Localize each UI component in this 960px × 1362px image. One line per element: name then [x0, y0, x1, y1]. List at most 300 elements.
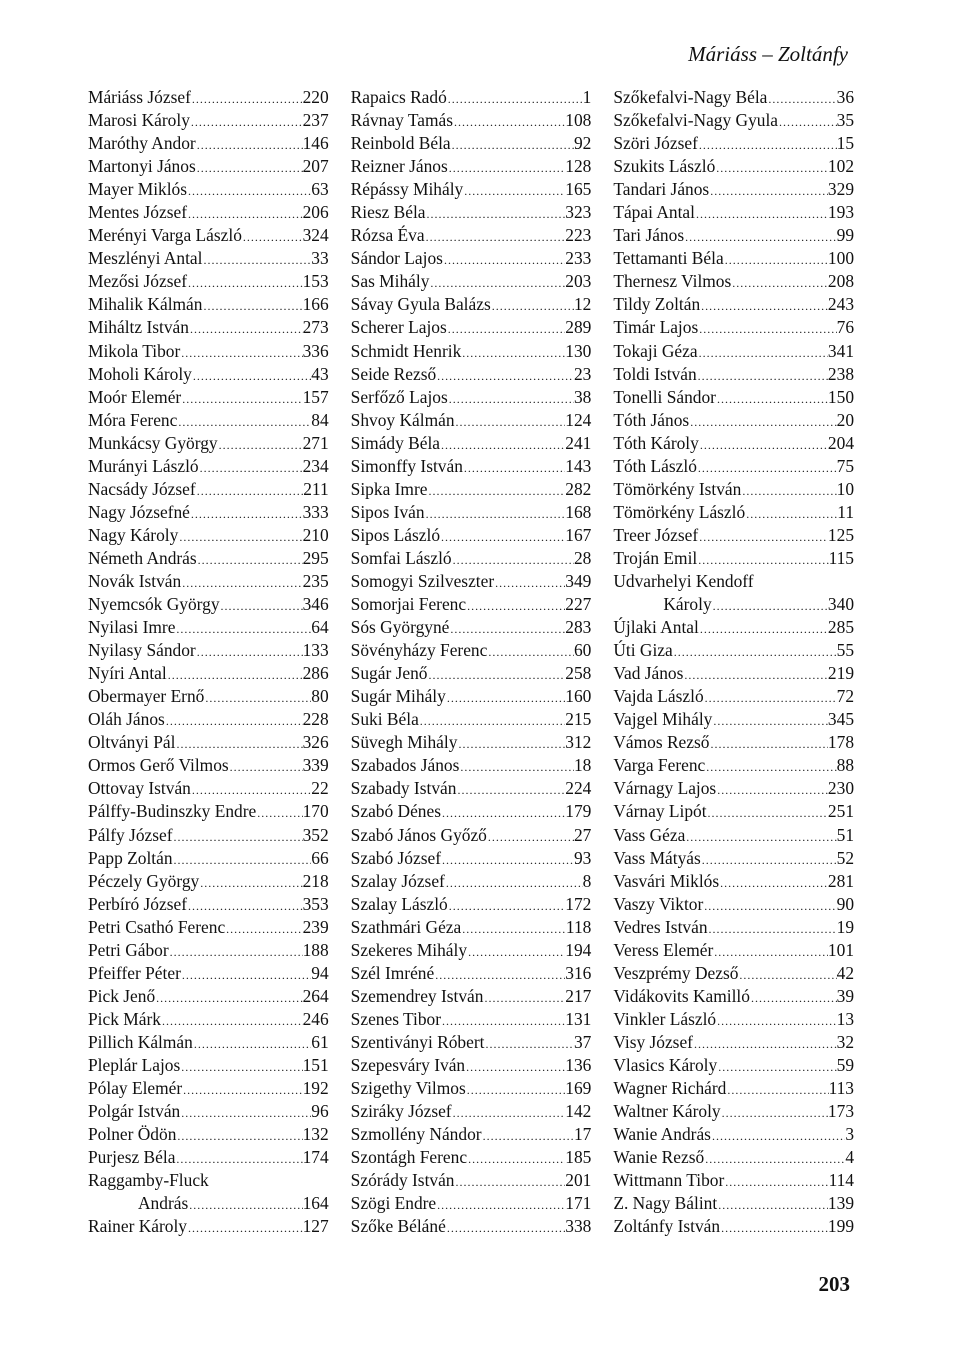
entry-name: Meszlényi Antal [88, 248, 203, 269]
dot-leader [175, 1148, 302, 1171]
entry-name: Sipos László [350, 524, 441, 545]
entry-name-continuation: Károly [663, 594, 712, 615]
entry-name: Novák István [88, 570, 182, 591]
index-entry [351, 293, 592, 316]
entry-name: Vámos Rezső [613, 732, 710, 753]
index-entry [351, 800, 592, 823]
entry-name: Vedres István [613, 916, 708, 937]
dot-leader [169, 941, 303, 964]
index-entry [613, 1031, 854, 1054]
dot-leader [717, 1194, 828, 1217]
entry-name: Tildy Zoltán [613, 294, 701, 315]
index-entry [351, 893, 592, 916]
index-entry [88, 86, 329, 109]
index-entry [88, 824, 329, 847]
entry-name: Szentiványi Róbert [350, 1031, 485, 1052]
index-entry [88, 570, 329, 593]
index-entry [88, 363, 329, 386]
entry-name: Pick Márk [88, 1008, 161, 1029]
index-entry [613, 86, 854, 109]
entry-page: 193 [827, 202, 855, 223]
dot-leader [440, 526, 565, 549]
dot-leader [161, 1010, 303, 1033]
entry-name: Rapaics Radó [350, 87, 447, 107]
index-entry [88, 1123, 329, 1146]
index-entry [613, 340, 854, 363]
dot-leader [713, 941, 828, 964]
index-entry [88, 524, 329, 547]
entry-name: Szepesváry Iván [350, 1054, 466, 1075]
entry-name: Somogyi Szilveszter [350, 570, 495, 591]
entry-page: 15 [836, 133, 855, 154]
index-entry [88, 386, 329, 409]
index-entry [351, 916, 592, 939]
entry-page: 8 [582, 870, 592, 891]
entry-name: Szabados János [350, 755, 460, 776]
entry-page: 238 [827, 363, 855, 384]
index-entry [613, 501, 854, 524]
index-entry [88, 547, 329, 570]
entry-page: 246 [302, 1008, 329, 1029]
entry-name: Sziráky József [350, 1101, 452, 1122]
index-entry [613, 293, 854, 316]
entry-page: 285 [827, 617, 855, 638]
index-entry [88, 1008, 329, 1031]
entry-page: 283 [565, 617, 592, 638]
entry-name: Pillich Kálmán [88, 1031, 193, 1052]
entry-page: 115 [828, 547, 855, 568]
index-column-1 [88, 86, 329, 1238]
entry-name: Vaszy Viktor [613, 893, 704, 914]
entry-name: Nacsády József [88, 478, 196, 499]
index-entry [351, 1008, 592, 1031]
entry-page: 88 [836, 755, 855, 776]
entry-name: Wanie Rezső [613, 1147, 705, 1168]
entry-name: Sándor Lajos [350, 248, 443, 269]
dot-leader [178, 526, 302, 549]
entry-name: Zoltánfy István [613, 1216, 721, 1237]
entry-page: 223 [565, 225, 592, 246]
index-entry [351, 109, 592, 132]
entry-name: Mezősi József [88, 271, 188, 292]
entry-name: Somfai László [350, 547, 452, 568]
entry-name: Wagner Richárd [613, 1078, 727, 1099]
index-entry [613, 570, 854, 593]
entry-page: 349 [565, 570, 592, 591]
index-entry [613, 985, 854, 1008]
index-entry [88, 916, 329, 939]
entry-name: Sugár Mihály [350, 686, 446, 707]
index-entry [88, 800, 329, 823]
index-entry [613, 386, 854, 409]
index-entry [351, 432, 592, 455]
entry-page: 92 [573, 133, 592, 154]
entry-name: Pick Jenő [88, 985, 156, 1006]
dot-leader [673, 641, 837, 664]
entry-page: 220 [302, 87, 329, 107]
entry-name: Tóth Károly [613, 432, 699, 453]
entry-page: 43 [311, 363, 329, 384]
dot-leader [441, 802, 565, 825]
dot-leader [180, 1102, 311, 1125]
index-entry [351, 824, 592, 847]
dot-leader [463, 457, 565, 480]
entry-page: 11 [837, 501, 855, 522]
index-entry [88, 178, 329, 201]
index-entry [613, 893, 854, 916]
dot-leader [701, 849, 837, 872]
entry-page: 201 [565, 1170, 592, 1191]
entry-name: Tokaji Géza [613, 340, 698, 361]
page-number: 203 [818, 1272, 850, 1296]
dot-leader [467, 941, 565, 964]
index-entry [88, 247, 329, 270]
entry-page: 341 [827, 340, 855, 361]
dot-leader [716, 779, 828, 802]
entry-page: 136 [565, 1054, 592, 1075]
index-entry [351, 1146, 592, 1169]
index-entry [88, 1077, 329, 1100]
entry-name: Obermayer Ernő [88, 686, 205, 707]
dot-leader [455, 1171, 566, 1194]
entry-name: Sipka Imre [350, 478, 428, 499]
entry-name: Nyemcsók György [88, 594, 220, 615]
dot-leader [199, 457, 303, 480]
index-entry-continuation [88, 1192, 329, 1215]
entry-name: Raggamby-Fluck [88, 1170, 209, 1191]
dot-leader [452, 549, 574, 572]
entry-page: 207 [302, 156, 329, 177]
index-entry [351, 685, 592, 708]
index-entry [88, 132, 329, 155]
entry-page: 345 [827, 709, 855, 730]
entry-name: Perbíró József [88, 893, 188, 914]
entry-name: Szontágh Ferenc [350, 1147, 468, 1168]
dot-leader [427, 664, 565, 687]
entry-name: Szőkefalvi-Nagy Béla [613, 87, 768, 107]
dot-leader [441, 1010, 565, 1033]
index-entry [351, 363, 592, 386]
entry-page: 33 [311, 248, 329, 269]
entry-name: Toldi István [613, 363, 697, 384]
entry-page: 157 [302, 386, 329, 407]
dot-leader [698, 134, 837, 157]
index-entry [613, 432, 854, 455]
entry-name: Szabady István [350, 778, 457, 799]
index-entry [351, 593, 592, 616]
entry-name: Vinkler László [613, 1008, 717, 1029]
entry-page: 59 [836, 1054, 855, 1075]
entry-page: 174 [302, 1147, 329, 1168]
entry-name: Újlaki Antal [613, 617, 699, 638]
entry-page: 188 [302, 939, 329, 960]
dot-leader [491, 295, 574, 318]
entry-name: Varga Ferenc [613, 755, 706, 776]
entry-page: 99 [836, 225, 855, 246]
entry-page: 346 [302, 594, 329, 615]
entry-page: 219 [827, 663, 855, 684]
dot-leader [731, 272, 828, 295]
index-entry [351, 1077, 592, 1100]
entry-name: Tandari János [613, 179, 710, 200]
index-entry [88, 870, 329, 893]
entry-name: Sávay Gyula Balázs [350, 294, 491, 315]
dot-leader [452, 1102, 566, 1125]
dot-leader [448, 157, 566, 180]
entry-page: 333 [302, 501, 329, 522]
entry-page: 243 [827, 294, 855, 315]
index-entry [88, 1146, 329, 1169]
index-entry [613, 708, 854, 731]
entry-page: 168 [565, 501, 592, 522]
index-column-3 [613, 86, 854, 1238]
entry-name: Szőkefalvi-Nagy Gyula [613, 110, 779, 131]
index-entry [351, 847, 592, 870]
entry-name: Szalay József [350, 870, 445, 891]
dot-leader [436, 365, 574, 388]
entry-name: Nyilasi Imre [88, 617, 176, 638]
entry-name: Rózsa Éva [350, 225, 425, 246]
entry-name: Máriáss József [88, 87, 191, 107]
index-entry [88, 708, 329, 731]
entry-name: Nyilasy Sándor [88, 640, 196, 661]
dot-leader [180, 1056, 302, 1079]
entry-page: 94 [311, 962, 329, 983]
dot-leader [202, 295, 302, 318]
index-entry [88, 478, 329, 501]
index-entry [613, 662, 854, 685]
dot-leader [175, 733, 302, 756]
entry-page: 100 [827, 248, 855, 269]
entry-name: Simonffy István [350, 455, 463, 476]
index-entry [351, 132, 592, 155]
entry-name: Tömörkény István [613, 478, 742, 499]
index-entry [613, 155, 854, 178]
entry-page: 42 [836, 962, 855, 983]
dot-leader [700, 295, 828, 318]
entry-name: Timár Lajos [613, 317, 699, 338]
dot-leader [440, 434, 565, 457]
dot-leader [447, 318, 565, 341]
entry-page: 20 [836, 409, 855, 430]
entry-page: 27 [573, 824, 592, 845]
dot-leader [698, 526, 828, 549]
dot-leader [173, 849, 312, 872]
dot-leader [181, 964, 311, 987]
index-entry [613, 824, 854, 847]
dot-leader [717, 1056, 836, 1079]
dot-leader [715, 157, 828, 180]
dot-leader [716, 388, 828, 411]
entry-name: Vajda László [613, 686, 704, 707]
entry-name: Reizner János [350, 156, 448, 177]
entry-page: 146 [302, 133, 329, 154]
entry-name: Szekeres Mihály [350, 939, 468, 960]
entry-name: Vass Géza [613, 824, 686, 845]
dot-leader [187, 180, 311, 203]
entry-name: Sipos Iván [350, 501, 425, 522]
entry-name: Scherer Lajos [350, 317, 447, 338]
dot-leader [177, 411, 311, 434]
entry-name: Moholi Károly [88, 363, 192, 384]
index-entry [351, 409, 592, 432]
index-entry [613, 547, 854, 570]
index-entry [613, 685, 854, 708]
index-entry [88, 1054, 329, 1077]
index-entry [613, 316, 854, 339]
entry-name: Udvarhelyi Kendoff [613, 570, 754, 591]
entry-name: Szél Imréné [350, 962, 435, 983]
dot-leader [165, 710, 303, 733]
index-entry [88, 662, 329, 685]
index-entry [88, 1215, 329, 1238]
entry-page: 76 [836, 317, 855, 338]
index-entry [613, 1008, 854, 1031]
index-entry [351, 1031, 592, 1054]
index-entry [351, 1123, 592, 1146]
entry-name: Szőke Béláné [350, 1216, 446, 1237]
entry-page: 37 [573, 1031, 592, 1052]
entry-name: Szalay László [350, 893, 448, 914]
entry-name: Munkácsy György [88, 432, 218, 453]
index-entry [351, 547, 592, 570]
entry-page: 12 [573, 294, 592, 315]
entry-page: 211 [303, 478, 329, 499]
entry-page: 228 [302, 709, 329, 730]
dot-leader [461, 918, 566, 941]
entry-page: 170 [302, 801, 329, 822]
entry-page: 90 [836, 893, 855, 914]
dot-leader [738, 964, 836, 987]
index-entry [88, 639, 329, 662]
dot-leader [721, 1102, 828, 1125]
dot-leader [182, 1079, 302, 1102]
entry-page: 339 [302, 755, 329, 776]
dot-leader [155, 987, 302, 1010]
index-entry [88, 939, 329, 962]
entry-name: Murányi László [88, 455, 199, 476]
index-entry [88, 685, 329, 708]
index-entry [613, 270, 854, 293]
dot-leader [225, 918, 302, 941]
index-entry [351, 708, 592, 731]
entry-page: 142 [565, 1101, 592, 1122]
entry-page: 60 [573, 640, 592, 661]
entry-page: 185 [565, 1147, 592, 1168]
entry-name: Suki Béla [350, 709, 419, 730]
dot-leader [448, 388, 574, 411]
index-entry [88, 409, 329, 432]
entry-name: Wittmann Tibor [613, 1170, 725, 1191]
entry-name-continuation: András [138, 1193, 189, 1214]
entry-page: 169 [565, 1078, 592, 1099]
entry-name: Marosi Károly [88, 110, 190, 131]
entry-page: 101 [827, 939, 855, 960]
entry-name: Polgár István [88, 1101, 181, 1122]
dot-leader [684, 226, 837, 249]
dot-leader [443, 249, 565, 272]
entry-page: 35 [836, 110, 855, 131]
entry-name: Tömörkény László [613, 501, 746, 522]
entry-name: Vlasics Károly [613, 1054, 718, 1075]
entry-page: 237 [302, 110, 329, 131]
dot-leader [726, 1079, 828, 1102]
entry-name: Mikola Tibor [88, 340, 181, 361]
entry-name: Mayer Miklós [88, 179, 188, 200]
dot-leader [426, 203, 566, 226]
entry-page: 153 [302, 271, 329, 292]
entry-page: 286 [302, 663, 329, 684]
dot-leader [220, 595, 303, 618]
entry-page: 264 [302, 985, 329, 1006]
dot-leader [175, 618, 311, 641]
entry-name: Riesz Béla [350, 202, 426, 223]
entry-name: Pálfy József [88, 824, 173, 845]
entry-name: Pálffy-Budinszky Endre [88, 801, 257, 822]
entry-name: Rávnay Tamás [350, 110, 453, 131]
index-columns [88, 86, 854, 1238]
entry-page: 230 [827, 778, 855, 799]
dot-leader [425, 226, 566, 249]
index-entry [613, 777, 854, 800]
entry-name: Szukits László [613, 156, 716, 177]
entry-page: 128 [565, 156, 592, 177]
entry-name: Szenes Tibor [350, 1008, 442, 1029]
entry-name: Pleplár Lajos [88, 1054, 181, 1075]
index-entry [613, 524, 854, 547]
dot-leader [434, 964, 565, 987]
entry-page: 295 [302, 547, 329, 568]
dot-leader [459, 756, 574, 779]
index-entry [351, 616, 592, 639]
dot-leader [181, 388, 302, 411]
entry-page: 150 [827, 386, 855, 407]
dot-leader [704, 687, 837, 710]
entry-page: 132 [302, 1124, 329, 1145]
entry-page: 114 [828, 1170, 855, 1191]
entry-page: 51 [836, 824, 855, 845]
index-entry [613, 409, 854, 432]
entry-name: Szabó Dénes [350, 801, 441, 822]
entry-name: Treer József [613, 524, 699, 545]
entry-name: Ormos Gerő Vilmos [88, 755, 229, 776]
index-entry [88, 432, 329, 455]
entry-page: 194 [565, 939, 592, 960]
entry-page: 151 [302, 1054, 329, 1075]
index-entry [351, 662, 592, 685]
index-entry [351, 1192, 592, 1215]
dot-leader [698, 342, 828, 365]
dot-leader [199, 872, 302, 895]
dot-leader [750, 987, 837, 1010]
entry-name: Várnagy Lajos [613, 778, 717, 799]
index-entry [351, 478, 592, 501]
dot-leader [457, 733, 565, 756]
entry-name: Sós Györgyné [350, 617, 450, 638]
entry-name: Troján Emil [613, 547, 698, 568]
entry-page: 55 [836, 640, 855, 661]
entry-page: 239 [302, 916, 329, 937]
index-entry [351, 178, 592, 201]
index-entry [351, 985, 592, 1008]
entry-name: Shvoy Kálmán [350, 409, 455, 430]
dot-leader [176, 1125, 302, 1148]
dot-leader [466, 1079, 566, 1102]
entry-name: Szathmári Géza [350, 916, 462, 937]
entry-page: 217 [565, 985, 592, 1006]
entry-page: 61 [311, 1031, 329, 1052]
index-entry [613, 1169, 854, 1192]
